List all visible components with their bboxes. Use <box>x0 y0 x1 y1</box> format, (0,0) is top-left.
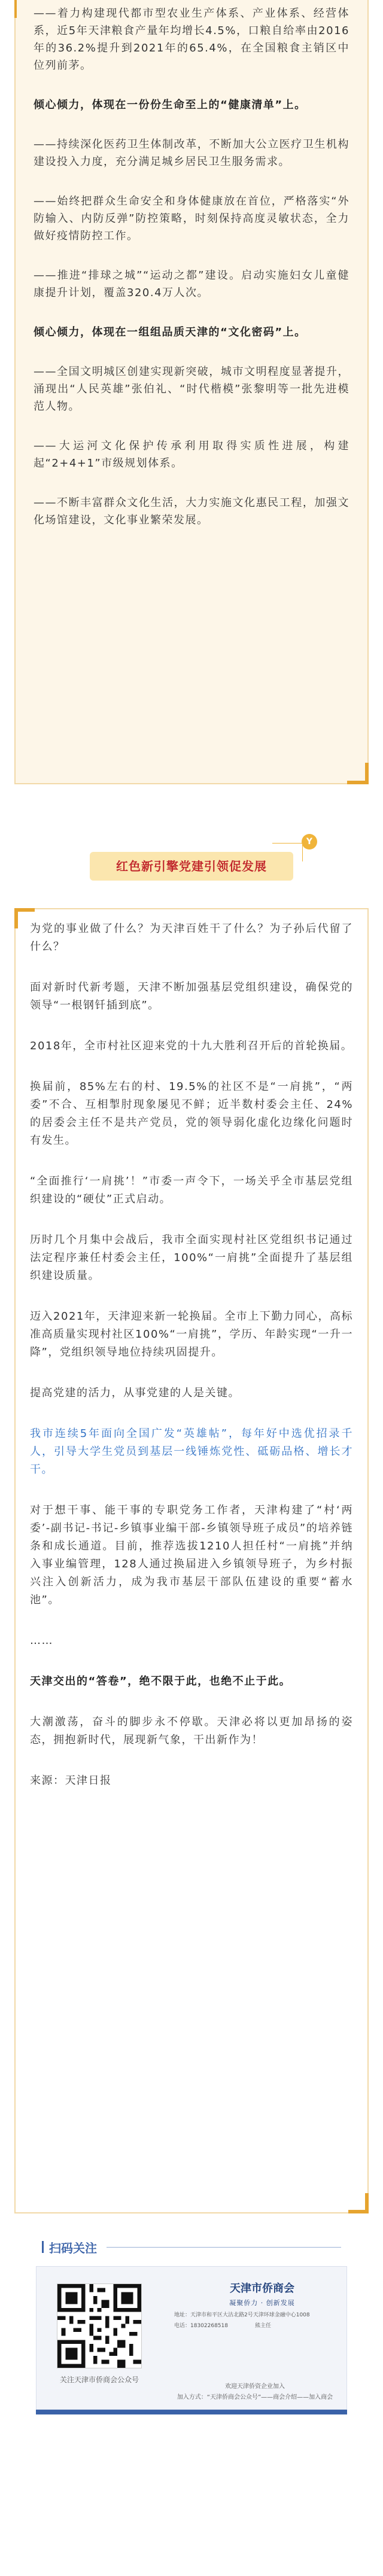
article-paragraph: ——不断丰富群众文化生活，大力实施文化惠民工程，加强文化场馆建设，文化事业繁荣发展。 <box>34 497 349 526</box>
footer-divider <box>107 2247 341 2248</box>
card1-body <box>34 5 349 529</box>
card-corner-decoration <box>14 0 17 18</box>
article-card-bottom <box>14 908 369 2213</box>
article-paragraph: 面对新时代新考题，天津不断加强基层党组织建设，确保党的领导“一根钢钎插到底”。 <box>30 981 353 1012</box>
article-card-top <box>14 0 369 784</box>
article-paragraph: ——持续深化医药卫生体制改革，不断加大公立医疗卫生机构建设投入力度，充分满足城乡居民卫生服务需求。 <box>34 138 349 168</box>
org-welcome: 欢迎天津侨资企业加入 <box>225 2383 285 2390</box>
article-paragraph: 我市连续5年面向全国广发“英雄帖”，每年好中选优招录千人，引导大学生党员到基层一线锤炼党性、砥砺品格、增长才干。 <box>30 1427 353 1476</box>
article-paragraph: 历时几个月集中会战后，我市全面实现村社区党组织书记通过法定程序兼任村委会主任，100%“一肩挑”全面提升了基层组织建设质量。 <box>30 1234 353 1282</box>
org-slogan: 凝聚侨力 · 创新发展 <box>229 2299 295 2307</box>
org-card <box>36 2266 347 2410</box>
footer-band <box>36 2410 347 2414</box>
article-paragraph: …… <box>30 1634 53 1647</box>
card-corner-decoration <box>348 2193 369 2213</box>
org-info <box>174 2310 336 2331</box>
article-paragraph: ——大运河文化保护传承利用取得实质性进展，构建起“2+4+1”市级规划体系。 <box>34 440 349 470</box>
footer-title: 扫码关注 <box>49 2241 97 2255</box>
article-paragraph: 大潮激荡，奋斗的脚步永不停歇。天津必将以更加昂扬的姿态，拥抱新时代，展现新气象，干出新作为！ <box>30 1716 353 1746</box>
article-paragraph: 迈入2021年，天津迎来新一轮换届。全市上下勤力同心，高标准高质量实现村社区100%“一肩挑”，学历、年龄实现“一升一降”，党组织领导地位持续巩固提升。 <box>30 1310 353 1359</box>
qr-code-icon[interactable] <box>57 2283 142 2368</box>
card-corner-decoration <box>14 908 35 928</box>
article-paragraph: ——全国文明城区创建实现新突破，城市文明程度显著提升，涌现出“人民英雄”张伯礼、“时代楷模”张黎明等一批先进模范人物。 <box>34 366 349 413</box>
section-banner <box>0 826 383 891</box>
article-paragraph: “全面推行‘一肩挑’！”市委一声令下，一场关乎全市基层党组织建设的“硬仗”正式启动。 <box>30 1175 353 1205</box>
org-name: 天津市侨商会 <box>230 2282 294 2295</box>
banner-badge-icon: Y <box>302 834 317 849</box>
article-paragraph: 提高党建的活力，从事党建的人是关键。 <box>30 1387 240 1399</box>
banner-badge-connector <box>272 843 303 861</box>
article-paragraph: 2018年，全市村社区迎来党的十九大胜利召开后的首轮换届。 <box>30 1040 353 1052</box>
org-address: 地址：天津市和平区大沽北路2号天津环球金融中心1008 <box>174 2312 310 2318</box>
footer-follow-section <box>0 2231 383 2576</box>
org-phone: 电话：18302268518 熊主任 <box>174 2323 271 2329</box>
article-paragraph: 为党的事业做了什么？为天津百姓干了什么？为子孙后代留了什么？ <box>30 922 353 953</box>
org-join-method: 加入方式：“天津侨商会公众号”——商会介绍——加入商会 <box>177 2394 333 2401</box>
article-paragraph: ——着力构建现代都市型农业生产体系、产业体系、经营体系，近5年天津粮食产量年均增长4.5%，口粮自给率由2016年的36.2%提升到2021年的65.4%，在全国粮食主销区中位列前茅。 <box>34 7 349 72</box>
footer-title-marker <box>42 2241 44 2253</box>
qr-caption: 关注天津市侨商会公众号 <box>59 2376 139 2384</box>
card-corner-decoration <box>347 763 369 784</box>
article-paragraph: 来源：天津日报 <box>30 1774 112 1787</box>
section-heading: 天津交出的“答卷”，绝不限于此，也绝不止于此。 <box>30 1675 291 1688</box>
section-heading: 倾心倾力，体现在一组组品质天津的“文化密码”上。 <box>34 326 306 339</box>
article-paragraph: ——推进“排球之城”“运动之都”建设。启动实施妇女儿童健康提升计划，覆盖320.4万人次。 <box>34 269 349 299</box>
org-join-info <box>174 2382 336 2403</box>
banner-title: 红色新引擎党建引领促发展 <box>116 859 267 873</box>
article-paragraph: 对于想干事、能干事的专职党务工作者，天津构建了“村‘两委’-副书记-书记-乡镇事业编干部-乡镇领导班子成员”的培养链条和成长通道。目前，推荐选拔1210人担任村“一肩挑”并纳入事业编管理，128人通过换届进入乡镇领导班子，为乡村振兴注入创新活力，成为我市基层干部队伍建设的重要“蓄水池”。 <box>30 1504 353 1606</box>
article-paragraph: 换届前，85%左右的村、19.5%的社区不是“一肩挑”，“两委”不合、互相掣肘现象屡见不鲜；近半数村委会主任、24%的居委会主任不是共产党员，党的领导弱化虚化边缘化问题时有发生。 <box>30 1080 353 1147</box>
section-heading: 倾心倾力，体现在一份份生命至上的“健康清单”上。 <box>34 99 306 111</box>
card2-body <box>30 920 353 1790</box>
article-paragraph: ——始终把群众生命安全和身体健康放在首位，严格落实“外防输入、内防反弹”防控策略，时刻保持高度灵敏状态，全力做好疫情防控工作。 <box>34 195 349 242</box>
